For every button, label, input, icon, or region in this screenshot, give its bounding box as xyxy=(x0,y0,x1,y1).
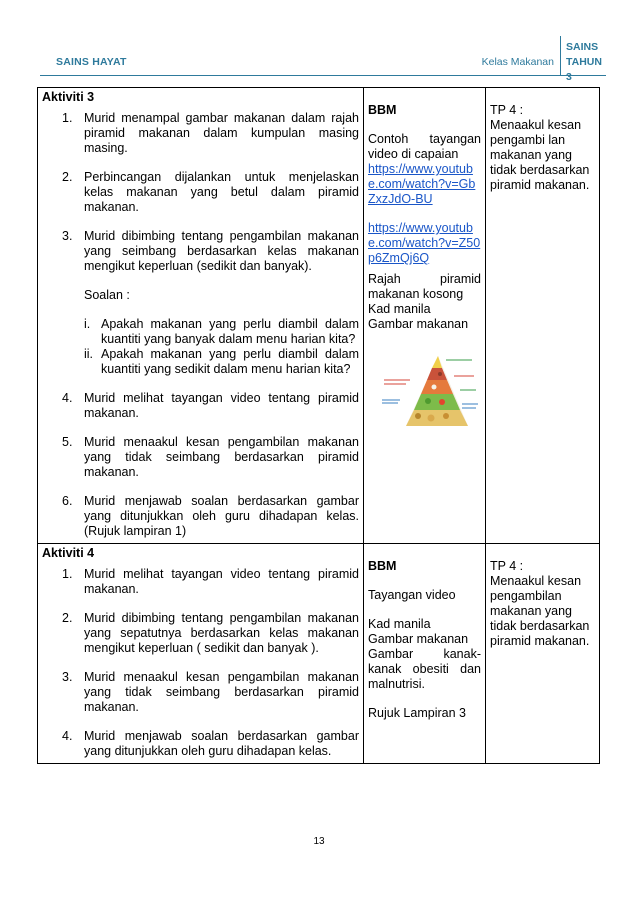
activity-3-step: 4. Murid melihat tayangan video tentang piramid makanan. xyxy=(62,391,359,420)
activity-3-tp-cell xyxy=(486,88,600,544)
bbm-item: Kad manila xyxy=(368,617,431,631)
activity-3-step: 6. Murid menjawab soalan berdasarkan gambar yang ditunjukkan oleh guru dihadapan kelas. (Rujuk lampiran 1) xyxy=(62,494,359,538)
food-pyramid-image xyxy=(376,350,480,432)
activity-3-row xyxy=(38,88,600,544)
header-grade-line2: TAHUN 3 xyxy=(566,56,602,83)
activity-3-steps-cell xyxy=(38,88,364,544)
header-grade-box xyxy=(560,36,606,83)
tp-label: TP 4 : xyxy=(490,103,524,117)
bbm-title: BBM xyxy=(368,103,397,117)
activity-4-step: 4. Murid menjawab soalan berdasarkan gambar yang ditunjukkan oleh guru dihadapan kelas. xyxy=(62,729,359,758)
activity-3-step: 3. Murid dibimbing tentang pengambilan makanan yang seimbang berdasarkan kelas makanan mengikut keperluan (sedikit dan banyak). Soalan : i. Apakah makanan yang perlu diambil dalam kuantiti yang banyak dalam menu harian kita? ii. Apakah makanan yang perlu diambil dalam kuantiti yang sedikit dalam menu harian kita? xyxy=(62,229,359,376)
activity-4-tp-cell xyxy=(486,544,600,764)
bbm-item: Gambar makanan xyxy=(368,317,469,331)
activity-4-step: 1. Murid melihat tayangan video tentang piramid makanan. xyxy=(62,567,359,596)
header-topic: Kelas Makanan xyxy=(481,56,554,68)
question-item: ii. Apakah makanan yang perlu diambil dalam kuantiti yang sedikit dalam menu harian kita? xyxy=(84,347,359,376)
header-rule xyxy=(40,75,560,76)
bbm-video-note: Contoh tayangan video di capaian xyxy=(368,132,481,161)
tp-label: TP 4 : xyxy=(490,559,524,573)
page-number: 13 xyxy=(313,836,325,847)
activity-4-steps-cell xyxy=(38,544,364,764)
activity-3-title: Aktiviti 3 xyxy=(42,90,95,104)
youtube-link-2[interactable]: https://www.youtube.com/watch?v=Z50p6ZmQj6Q xyxy=(368,221,481,265)
tp-description: Menaakul kesan pengambi lan makanan yang tidak berdasarkan piramid makanan. xyxy=(490,118,590,192)
activity-3-steps xyxy=(42,111,359,539)
activity-3-step: 1. Murid menampal gambar makanan dalam rajah piramid makanan dalam kumpulan masing masing. xyxy=(62,111,359,155)
question-item: i. Apakah makanan yang perlu diambil dalam kuantiti yang banyak dalam menu harian kita? xyxy=(84,317,359,346)
youtube-link-1[interactable]: https://www.youtube.com/watch?v=GbZxzJdO-BU xyxy=(368,162,476,206)
lesson-table xyxy=(37,87,600,764)
activity-4-step: 3. Murid menaakul kesan pengambilan makanan yang tidak seimbang berdasarkan piramid makanan. xyxy=(62,670,359,714)
tp-description: Menaakul kesan pengambilan makanan yang tidak berdasarkan piramid makanan. xyxy=(490,574,590,648)
bbm-item: Kad manila xyxy=(368,302,431,316)
bbm-title: BBM xyxy=(368,559,397,573)
activity-4-bbm-cell xyxy=(364,544,486,764)
activity-3-bbm-cell xyxy=(364,88,486,544)
activity-4-steps xyxy=(42,567,359,759)
bbm-item: Tayangan video xyxy=(368,588,456,602)
header-grade-line1: SAINS xyxy=(566,41,599,53)
header-subject: SAINS HAYAT xyxy=(56,56,127,68)
bbm-item: Gambar kanak-kanak obesiti dan malnutrisi. xyxy=(368,647,481,691)
bbm-item: Gambar makanan xyxy=(368,632,469,646)
activity-4-title: Aktiviti 4 xyxy=(42,546,95,560)
soalan-label: Soalan : xyxy=(84,288,130,302)
activity-4-row xyxy=(38,544,600,764)
page-header xyxy=(40,0,606,83)
food-pyramid-icon xyxy=(376,350,480,432)
activity-3-step: 5. Murid menaakul kesan pengambilan makanan yang tidak seimbang berdasarkan piramid makanan. xyxy=(62,435,359,479)
question-list xyxy=(84,317,359,377)
activity-3-step: 2. Perbincangan dijalankan untuk menjelaskan kelas makanan yang betul dalam piramid makanan. xyxy=(62,170,359,214)
bbm-item: Rujuk Lampiran 3 xyxy=(368,706,466,720)
activity-4-step: 2. Murid dibimbing tentang pengambilan makanan yang sepatutnya berdasarkan kelas makanan mengikut keperluan ( sedikit dan banyak ). xyxy=(62,611,359,655)
bbm-item: Rajah piramid makanan kosong xyxy=(368,272,481,301)
